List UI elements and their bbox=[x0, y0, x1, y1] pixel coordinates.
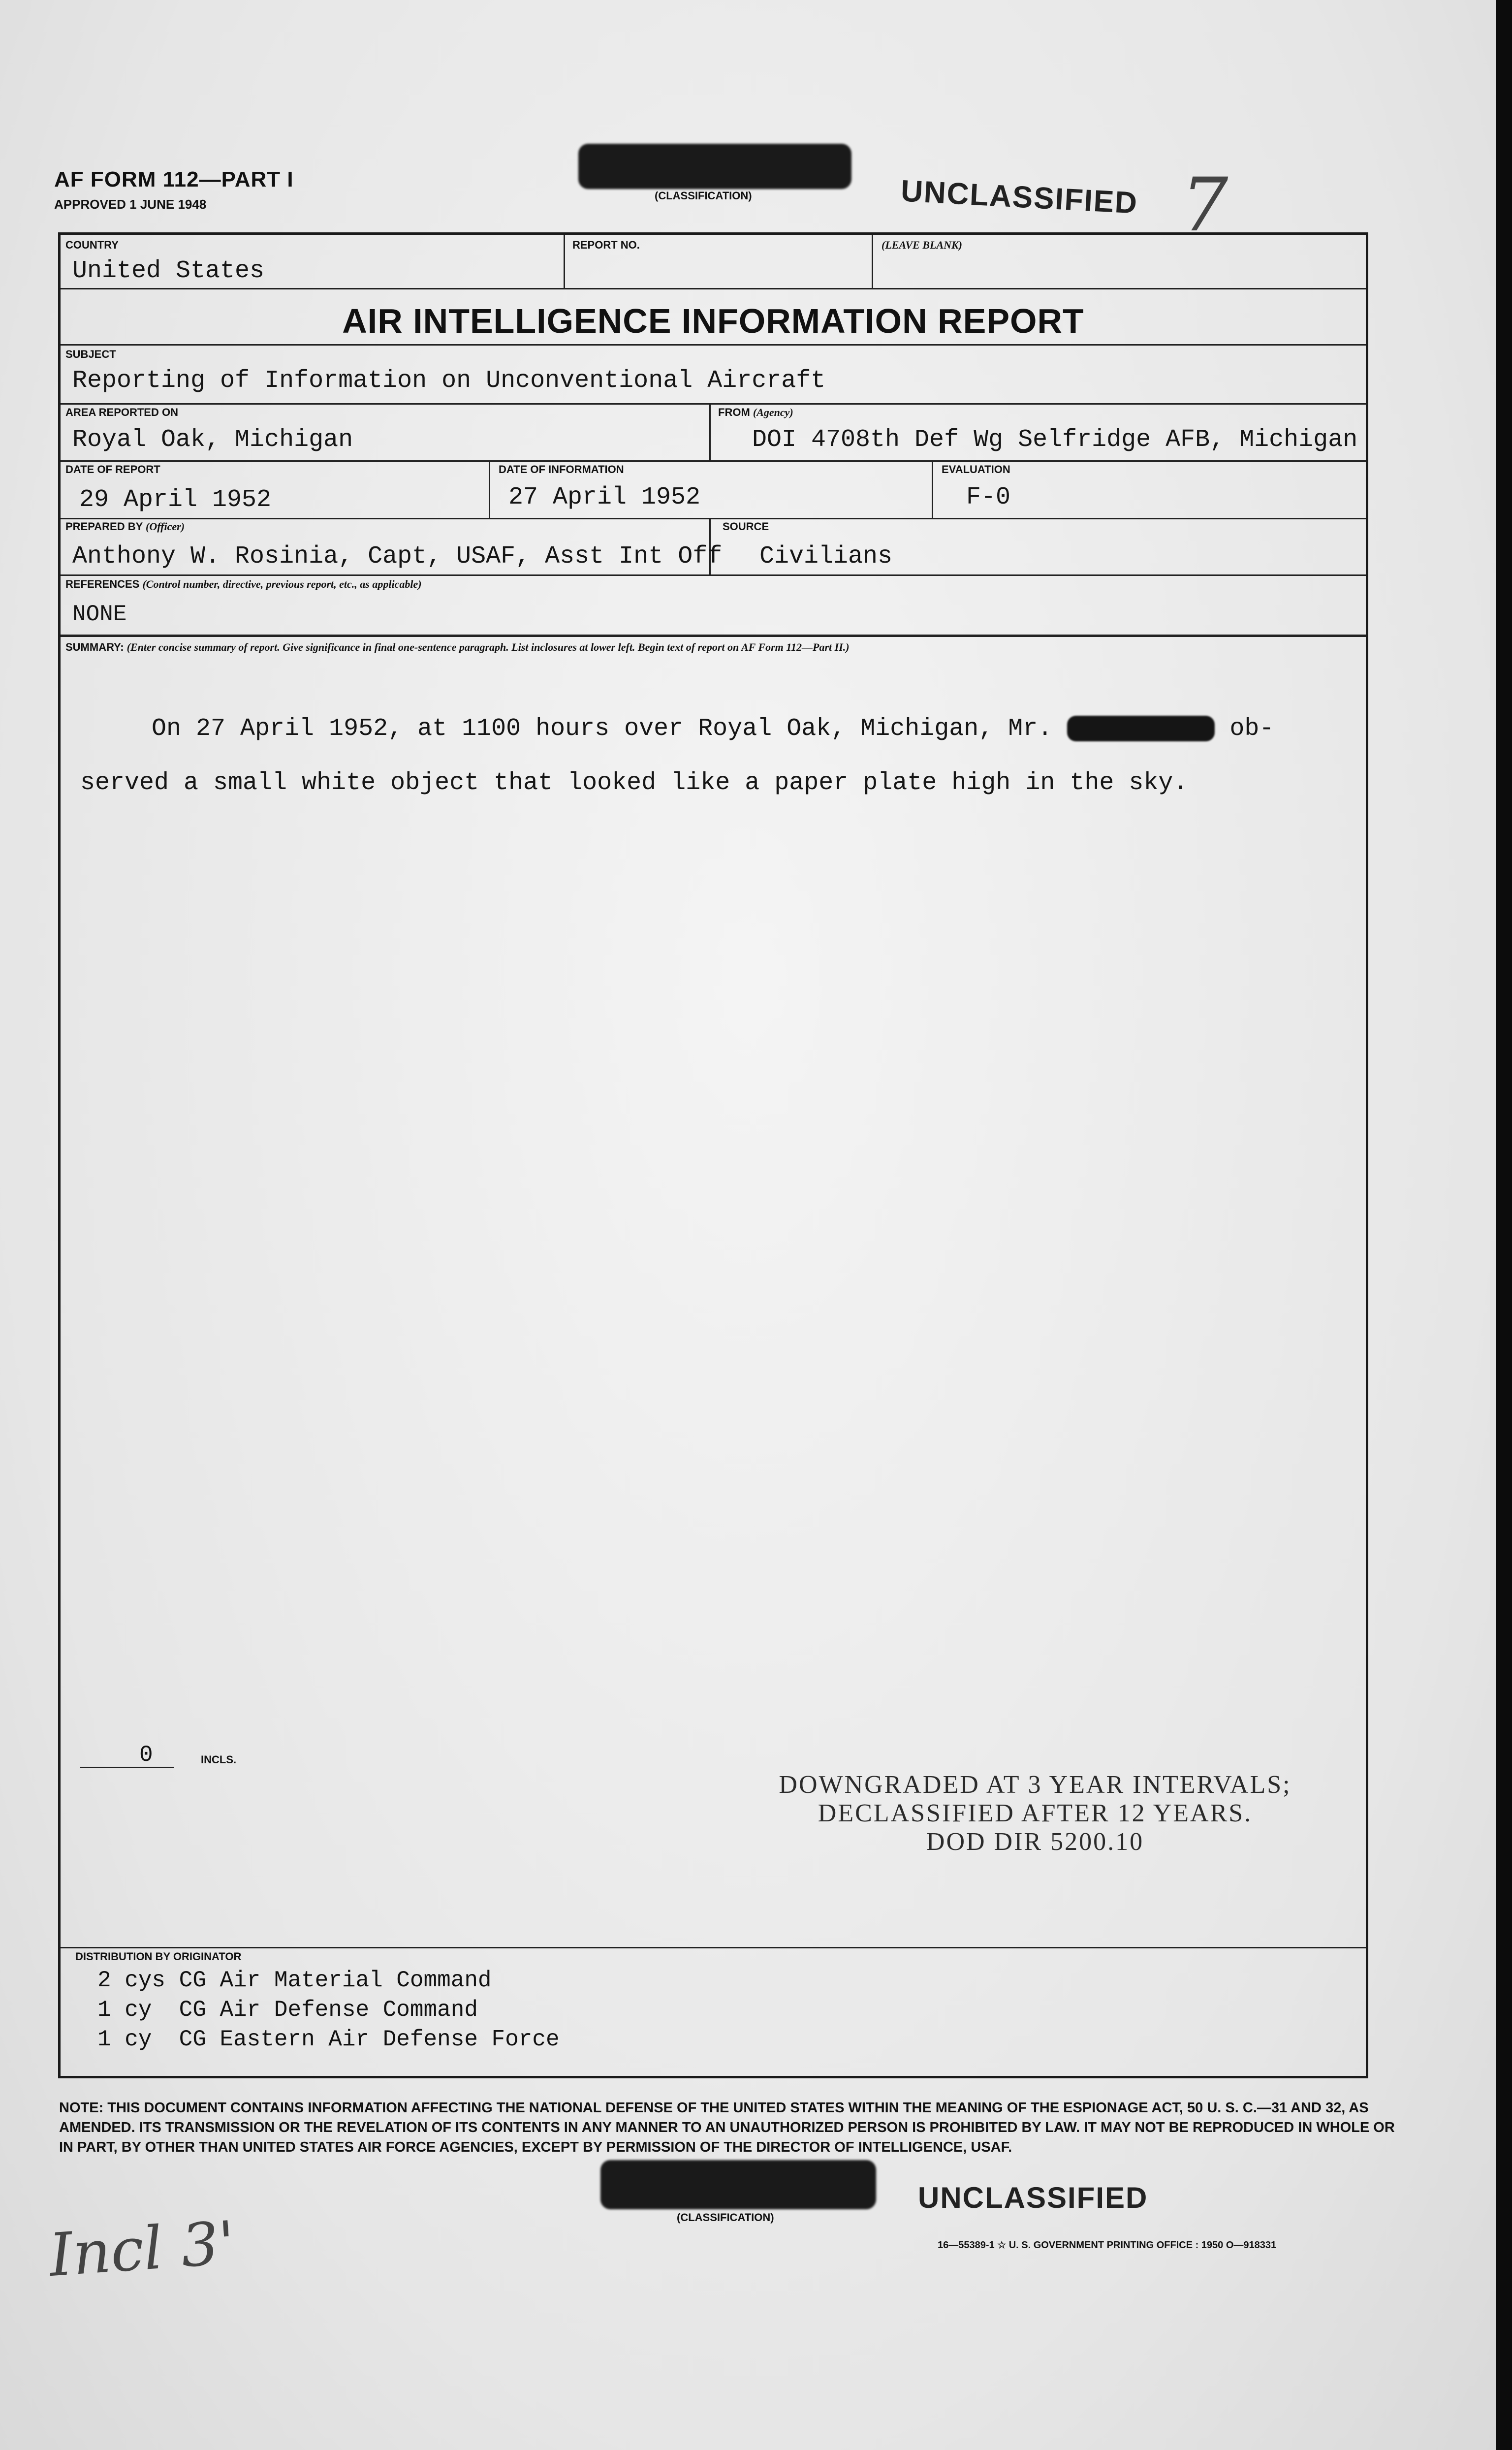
classification-caption-top: (CLASSIFICATION) bbox=[655, 190, 752, 202]
country-label: COUNTRY bbox=[65, 239, 119, 251]
summary-line-1-text: On 27 April 1952, at 1100 hours over Royal Oak, Michigan, Mr. bbox=[152, 715, 1053, 743]
summary-line-1-end: ob- bbox=[1229, 715, 1274, 743]
subject-value: Reporting of Information on Unconventional Aircraft bbox=[72, 367, 826, 395]
country-value: United States bbox=[72, 257, 265, 285]
classification-caption-bottom: (CLASSIFICATION) bbox=[677, 2211, 774, 2224]
subject-label: SUBJECT bbox=[65, 348, 116, 360]
approval-date: APPROVED 1 JUNE 1948 bbox=[54, 197, 207, 212]
summary-line-1 bbox=[152, 715, 1274, 743]
summary-line-2: served a small white object that looked like a paper plate high in the sky. bbox=[80, 769, 1188, 797]
from-label: FROM (Agency) bbox=[718, 406, 793, 418]
downgrade-line-1: DOWNGRADED AT 3 YEAR INTERVALS; bbox=[779, 1771, 1292, 1799]
inclosures-line bbox=[80, 1767, 174, 1768]
references-label: REFERENCES (Control number, directive, previous report, etc., as applicable) bbox=[65, 578, 422, 590]
espionage-act-note: NOTE: THIS DOCUMENT CONTAINS INFORMATION AFFECTING THE NATIONAL DEFENSE OF THE UNITED STATES WITHIN THE MEANING OF THE ESPIONAGE ACT, 50 U. S. C.—31 AND 32, AS AMENDED. ITS TRANSMISSION OR THE REVELATION OF ITS CONTENTS IN ANY MANNER TO AN UNAUTHORIZED PERSON IS PROHIBITED BY LAW. IT MAY NOT BE REPRODUCED IN WHOLE OR IN PART, BY OTHER THAN UNITED STATES AIR FORCE AGENCIES, EXCEPT BY PERMISSION OF THE DIRECTOR OF INTELLIGENCE, USAF. bbox=[59, 2100, 1395, 2155]
area-label: AREA REPORTED ON bbox=[65, 406, 178, 418]
printer-line: 16—55389-1 ☆ U. S. GOVERNMENT PRINTING OFFICE : 1950 O—918331 bbox=[938, 2240, 1277, 2251]
downgrade-line-3: DOD DIR 5200.10 bbox=[926, 1828, 1144, 1856]
area-value: Royal Oak, Michigan bbox=[72, 426, 353, 454]
unclassified-stamp-top: UNCLASSIFIED bbox=[900, 174, 1139, 221]
downgrade-stamp bbox=[759, 1771, 1311, 1856]
leave-blank-label: (LEAVE BLANK) bbox=[882, 239, 963, 251]
prepared-by-value: Anthony W. Rosinia, Capt, USAF, Asst Int Off bbox=[72, 542, 723, 571]
inclosures-label: INCLS. bbox=[201, 1753, 237, 1766]
date-of-information-label: DATE OF INFORMATION bbox=[499, 463, 624, 476]
unclassified-stamp-bottom: UNCLASSIFIED bbox=[918, 2181, 1148, 2214]
distribution-line-3: 1 cy CG Eastern Air Defense Force bbox=[97, 2027, 560, 2052]
report-title: AIR INTELLIGENCE INFORMATION REPORT bbox=[342, 302, 1084, 340]
evaluation-label: EVALUATION bbox=[942, 463, 1010, 476]
report-no-label: REPORT NO. bbox=[572, 239, 640, 251]
report-form bbox=[58, 232, 1368, 2078]
handwritten-inclosure-note: Incl 3' bbox=[47, 2208, 238, 2291]
date-of-report-label: DATE OF REPORT bbox=[65, 463, 160, 476]
distribution-line-2: 1 cy CG Air Defense Command bbox=[97, 1997, 478, 2023]
date-of-report-value: 29 April 1952 bbox=[79, 486, 272, 514]
redacted-classification-bottom bbox=[600, 2160, 876, 2209]
prepared-by-label: PREPARED BY (Officer) bbox=[65, 520, 185, 533]
distribution-label: DISTRIBUTION BY ORIGINATOR bbox=[75, 1950, 242, 1963]
source-value: Civilians bbox=[759, 542, 893, 571]
references-value: NONE bbox=[72, 602, 127, 627]
summary-label: SUMMARY: (Enter concise summary of report. Give significance in final one-sentence paragraph. List inclosures at lower left. Begin text of report on AF Form 112—Part II.) bbox=[65, 641, 850, 653]
source-label: SOURCE bbox=[723, 520, 769, 533]
form-id: AF FORM 112—PART I bbox=[54, 167, 294, 191]
inclosures-count: 0 bbox=[139, 1742, 153, 1768]
redacted-classification-top bbox=[578, 144, 851, 189]
from-value: DOI 4708th Def Wg Selfridge AFB, Michigan bbox=[752, 426, 1358, 454]
distribution-line-1: 2 cys CG Air Material Command bbox=[97, 1968, 492, 1993]
downgrade-line-2: DECLASSIFIED AFTER 12 YEARS. bbox=[818, 1799, 1253, 1827]
evaluation-value: F-0 bbox=[966, 483, 1011, 511]
date-of-information-value: 27 April 1952 bbox=[508, 483, 701, 511]
redacted-witness-name bbox=[1067, 716, 1215, 741]
handwritten-mark-top: 7 bbox=[1181, 162, 1228, 248]
